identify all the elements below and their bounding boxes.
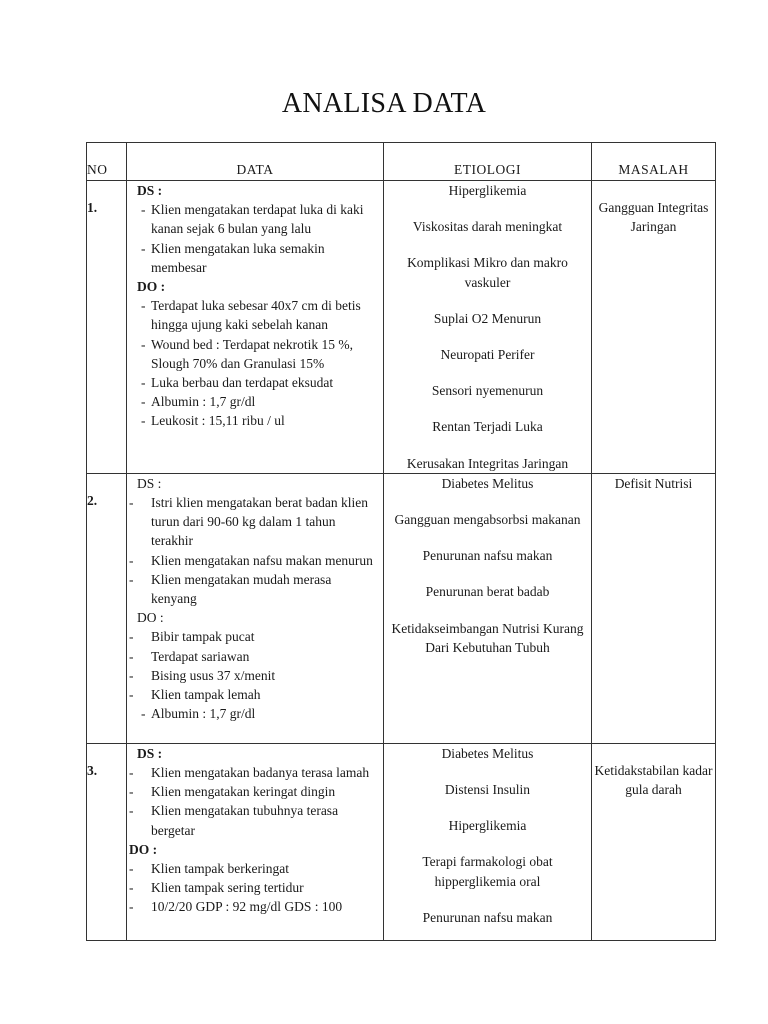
list-item-text: Bising usus 37 x/menit	[151, 667, 276, 683]
etiologi-item: Terapi farmakologi obat hipperglikemia oral	[422, 854, 553, 889]
page-title: ANALISA DATA	[281, 88, 487, 119]
row-number-cell	[87, 473, 127, 743]
masalah-cell	[592, 473, 716, 743]
ds-label: DS :	[137, 475, 162, 491]
do-list	[127, 296, 383, 430]
data-cell	[127, 181, 384, 474]
row-number: 2.	[87, 492, 98, 508]
list-item-text: Albumin : 1,7 gr/dl	[151, 394, 256, 410]
list-item: - Klien mengatakan terdapat luka di kaki kanan sejak 6 bulan yang lalu	[141, 202, 364, 237]
list-item-text: Klien tampak sering tertidur	[151, 880, 304, 896]
list-item: - Bibir tampak pucat	[129, 629, 255, 645]
list-item: - Klien tampak sering tertidur	[129, 880, 304, 896]
list-item-text: Klien mengatakan tubuhnya terasa bergetar	[151, 803, 339, 838]
list-item-text: Terdapat luka sebesar 40x7 cm di betis hingga ujung kaki sebelah kanan	[151, 298, 361, 333]
etiologi-item: Kerusakan Integritas Jaringan	[406, 455, 569, 471]
etiologi-item: Penurunan nafsu makan	[422, 909, 553, 925]
row-number: 1.	[87, 200, 98, 215]
list-item-text: Klien mengatakan terdapat luka di kaki kanan sejak 6 bulan yang lalu	[151, 202, 364, 237]
data-cell	[127, 473, 384, 743]
list-item-text: Leukosit : 15,11 ribu / ul	[151, 413, 285, 429]
table-row	[87, 743, 716, 940]
ds-label: DS :	[137, 745, 163, 761]
header-data: DATA	[127, 143, 384, 181]
etiologi-item: Suplai O2 Menurun	[433, 310, 542, 326]
list-item: - Leukosit : 15,11 ribu / ul	[141, 413, 285, 429]
table-row	[87, 473, 716, 743]
do-list-extra	[127, 704, 383, 723]
list-item: - Istri klien mengatakan berat badan klien turun dari 90-60 kg dalam 1 tahun terakhir	[129, 495, 369, 549]
list-item: - 10/2/20 GDP : 92 mg/dl GDS : 100	[129, 899, 343, 915]
list-item-text: Klien mengatakan mudah merasa kenyang	[151, 571, 332, 607]
list-item-text: Terdapat sariawan	[151, 648, 250, 664]
etiologi-item: Diabetes Melitus	[441, 745, 534, 761]
ds-list	[127, 763, 383, 840]
list-item: - Bising usus 37 x/menit	[129, 667, 276, 683]
list-item-text: Klien mengatakan nafsu makan menurun	[151, 552, 373, 568]
etiologi-item: Distensi Insulin	[444, 782, 531, 798]
do-label: DO :	[137, 279, 166, 295]
list-item-text: Klien tampak lemah	[151, 687, 261, 703]
list-item-text: Klien tampak berkeringat	[151, 861, 289, 877]
list-item-text: Luka berbau dan terdapat eksudat	[151, 375, 334, 391]
list-item-text: 10/2/20 GDP : 92 mg/dl GDS : 100	[151, 899, 343, 915]
masalah-text: Ketidakstabilan kadar gula darah	[594, 762, 713, 798]
table-row	[87, 181, 716, 474]
etiologi-item: Gangguan mengabsorbsi makanan	[394, 512, 581, 528]
list-item: - Albumin : 1,7 gr/dl	[141, 706, 256, 722]
etiologi-item: Penurunan nafsu makan	[422, 548, 553, 564]
etiologi-item: Diabetes Melitus	[441, 475, 534, 491]
data-cell	[127, 743, 384, 940]
etiologi-item: Komplikasi Mikro dan makro vaskuler	[407, 255, 568, 290]
do-list	[127, 627, 383, 704]
etiologi-item: Rentan Terjadi Luka	[432, 419, 543, 435]
etiologi-item: Hiperglikemia	[448, 183, 527, 198]
etiologi-item: Sensori nyemenurun	[431, 383, 544, 399]
row-number-cell	[87, 181, 127, 474]
list-item: - Klien mengatakan nafsu makan menurun	[129, 552, 373, 568]
ds-list	[127, 200, 383, 277]
list-item: - Klien tampak berkeringat	[129, 861, 289, 877]
masalah-cell	[592, 743, 716, 940]
list-item-text: Wound bed : Terdapat nekrotik 15 %, Slough 70% dan Granulasi 15%	[151, 336, 354, 371]
list-item: - Klien mengatakan luka semakin membesar	[141, 240, 325, 275]
list-item-text: Istri klien mengatakan berat badan klien turun dari 90-60 kg dalam 1 tahun terakhir	[151, 495, 369, 549]
list-item: - Klien tampak lemah	[129, 687, 261, 703]
masalah-text: Gangguan Integritas Jaringan	[598, 200, 709, 235]
etiologi-cell	[384, 473, 592, 743]
table-header-row	[87, 143, 716, 181]
ds-label: DS :	[137, 183, 163, 198]
etiologi-cell	[384, 743, 592, 940]
etiologi-item: Penurunan berat badab	[425, 584, 550, 600]
masalah-text: Defisit Nutrisi	[614, 475, 693, 491]
row-number-cell	[87, 743, 127, 940]
list-item: - Albumin : 1,7 gr/dl	[141, 394, 256, 410]
etiologi-cell	[384, 181, 592, 474]
analisa-data-table	[86, 142, 716, 941]
list-item: - Klien mengatakan tubuhnya terasa bergetar	[129, 803, 339, 838]
list-item: - Klien mengatakan badanya terasa lamah	[129, 765, 370, 781]
list-item: - Terdapat sariawan	[129, 648, 250, 664]
do-label: DO :	[129, 841, 158, 857]
header-no: NO	[87, 143, 127, 181]
masalah-cell	[592, 181, 716, 474]
list-item: - Luka berbau dan terdapat eksudat	[141, 375, 334, 391]
ds-list	[127, 493, 383, 608]
list-item-text: Klien mengatakan keringat dingin	[151, 784, 336, 800]
header-etiologi: ETIOLOGI	[384, 143, 592, 181]
etiologi-item: Hiperglikemia	[448, 818, 527, 834]
do-list	[127, 859, 383, 917]
list-item-text: Albumin : 1,7 gr/dl	[151, 706, 256, 722]
row-number: 3.	[87, 762, 98, 778]
list-item: - Terdapat luka sebesar 40x7 cm di betis hingga ujung kaki sebelah kanan	[141, 298, 361, 333]
list-item: - Klien mengatakan keringat dingin	[129, 784, 336, 800]
list-item: - Wound bed : Terdapat nekrotik 15 %, Slough 70% dan Granulasi 15%	[141, 336, 354, 371]
list-item-text: Klien mengatakan badanya terasa lamah	[151, 765, 370, 781]
list-item-text: Bibir tampak pucat	[151, 629, 255, 645]
list-item: - Klien mengatakan mudah merasa kenyang	[129, 571, 332, 607]
etiologi-item: Ketidakseimbangan Nutrisi Kurang Dari Kebutuhan Tubuh	[391, 620, 584, 655]
list-item-text: Klien mengatakan luka semakin membesar	[151, 240, 325, 275]
etiologi-item: Viskositas darah meningkat	[412, 219, 563, 235]
header-masalah: MASALAH	[592, 143, 716, 181]
etiologi-item: Neuropati Perifer	[440, 347, 535, 363]
do-label: DO :	[137, 610, 164, 626]
